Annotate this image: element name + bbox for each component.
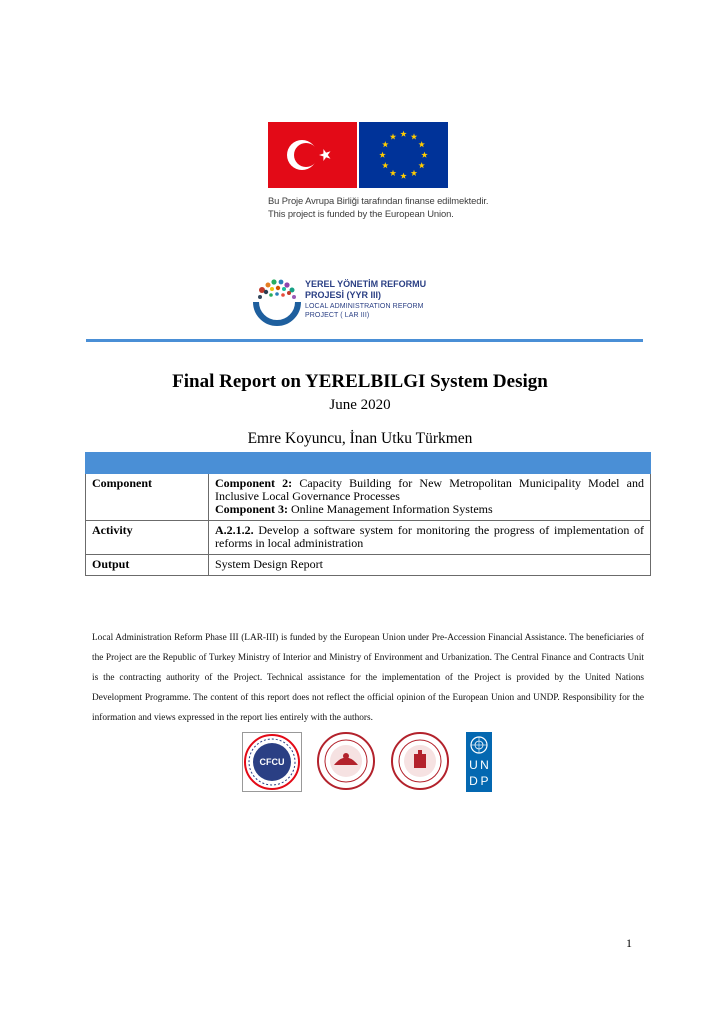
component-3-line — [215, 503, 644, 516]
lar-logo-line3: LOCAL ADMINISTRATION REFORM — [305, 303, 424, 310]
undp-letter-n: N — [480, 758, 489, 772]
cfcu-logo-icon — [242, 732, 302, 792]
report-title: Final Report on YERELBILGI System Design — [172, 371, 548, 392]
undp-letter-u: U — [469, 758, 478, 772]
table-row-component — [86, 474, 651, 521]
report-authors: Emre Koyuncu, İnan Utku Türkmen — [247, 430, 473, 447]
lar-logo-line2: PROJESİ (YYR III) — [305, 290, 382, 300]
un-emblem-icon — [469, 735, 489, 755]
component-2-line — [215, 477, 644, 503]
activity-label: Activity — [86, 521, 209, 555]
funding-caption-tr: Bu Proje Avrupa Birliği tarafından finanse edilmektedir. — [268, 195, 489, 206]
page-number: 1 — [626, 936, 632, 950]
component-label: Component — [86, 474, 209, 521]
component-3-text: Online Management Information Systems — [291, 502, 493, 516]
project-info-table — [85, 452, 651, 576]
eu-turkey-flags-logo — [268, 122, 489, 220]
component-3-prefix: Component 3: — [215, 502, 289, 516]
output-label: Output — [86, 555, 209, 576]
output-value: System Design Report — [209, 555, 651, 576]
activity-value — [209, 521, 651, 555]
undp-letter-d: D — [469, 774, 478, 788]
lar-emblem-icon — [252, 278, 302, 326]
cfcu-logo-text: CFCU — [259, 757, 285, 767]
activity-text: Develop a software system for monitoring the progress of implementation of reforms in local administration — [215, 523, 645, 550]
funding-caption-en: This project is funded by the European Union. — [268, 208, 454, 219]
report-date: June 2020 — [329, 397, 391, 413]
lar-logo-line1: YEREL YÖNETİM REFORMU — [305, 279, 427, 289]
ministry-environment-seal-icon — [390, 730, 450, 792]
lar-logo-line4: PROJECT ( LAR III) — [305, 312, 370, 319]
table-row-activity — [86, 521, 651, 555]
component-2-prefix: Component 2: — [215, 476, 293, 490]
eu-flag-icon — [359, 122, 448, 188]
undp-logo — [466, 732, 492, 792]
activity-code: A.2.1.2. — [215, 523, 254, 537]
component-2-text: Capacity Building for New Metropolitan Municipality Model and Inclusive Local Governance Processes — [215, 476, 644, 503]
funding-disclaimer-paragraph: Local Administration Reform Phase III (LAR-III) is funded by the European Union under Pre-Accession Financial Assistance. The beneficiaries of the Project are the Republic of Turkey Ministry of Interior and Ministry of Environment and Urbanization. The Central Finance and Contracts Unit is the contracting authority of the Project. Technical assistance for the implementation of the Project is provided by the United Nations Development Programme. The content of this report does not reflect the official opinion of the European Union and UNDP. Responsibility for the information and views expressed in the report lies entirely with the authors. — [92, 633, 644, 723]
undp-letters — [466, 758, 492, 792]
turkey-flag-icon — [268, 122, 357, 188]
table-row-output — [86, 555, 651, 576]
header-divider — [86, 339, 643, 342]
ministry-interior-seal-icon — [316, 730, 376, 792]
table-header-bar — [86, 453, 651, 474]
component-value — [209, 474, 651, 521]
undp-letter-p: P — [480, 774, 489, 788]
partner-logos — [242, 730, 494, 794]
lar-project-logo — [252, 278, 442, 326]
